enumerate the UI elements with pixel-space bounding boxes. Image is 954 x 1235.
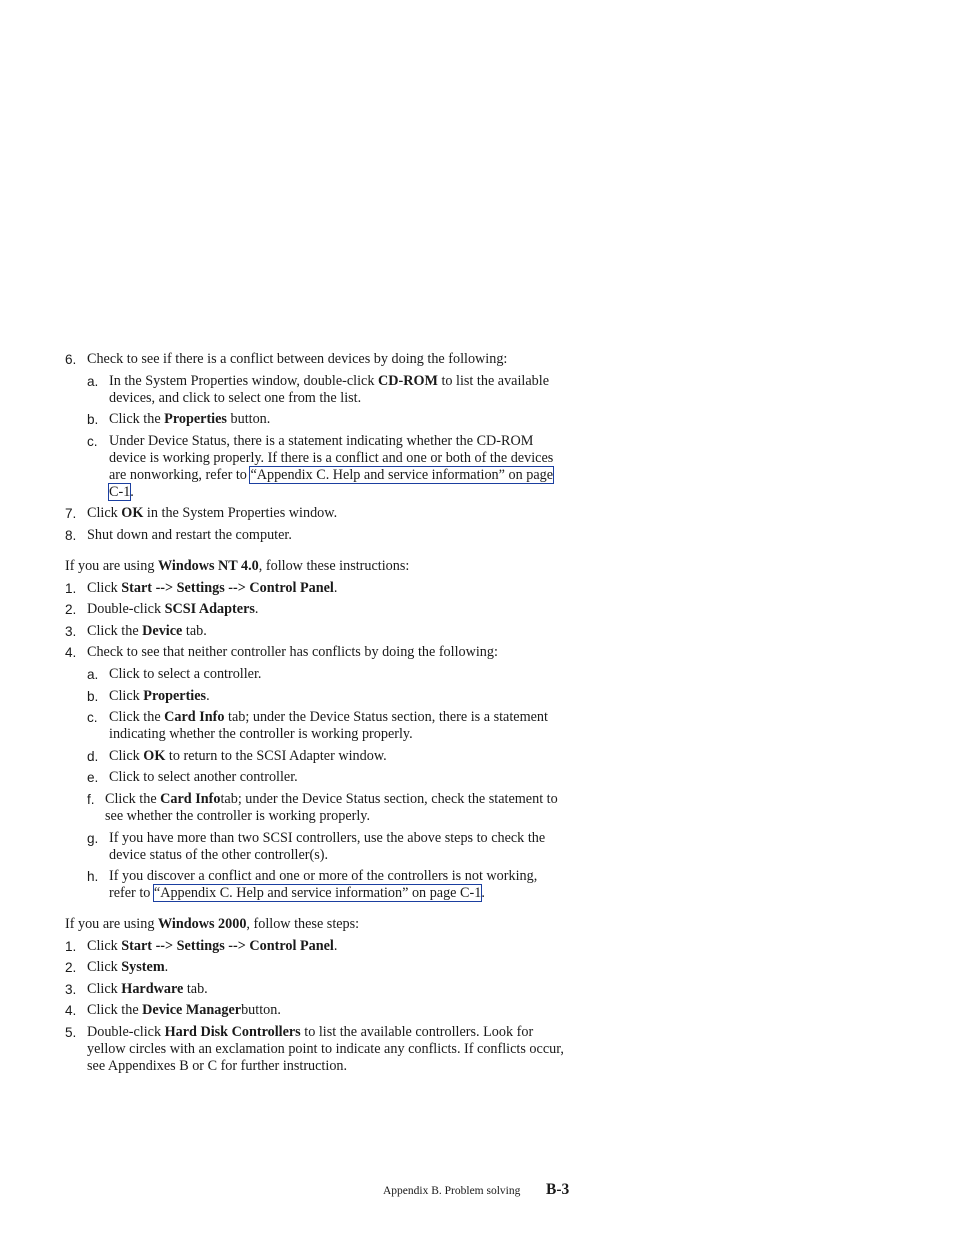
nt-substep-b <box>65 688 565 705</box>
text: Click <box>109 687 144 704</box>
text: Click the <box>87 1002 143 1019</box>
footer-chapter-title: Appendix B. Problem solving <box>383 1185 521 1197</box>
nt-substep-e <box>65 769 565 786</box>
w2k-step-2 <box>65 959 565 976</box>
text: . <box>206 687 210 704</box>
substep-a <box>65 373 565 407</box>
substep-letter: a. <box>87 373 99 389</box>
step-number: 6. <box>65 352 77 367</box>
substep-letter: f. <box>87 791 95 807</box>
bold-term: Start --> Settings --> Control Panel <box>121 937 334 954</box>
w2k-step-5 <box>65 1024 565 1075</box>
substep-b <box>65 411 565 428</box>
text: button. <box>241 1002 281 1019</box>
w2k-step-4 <box>65 1002 565 1019</box>
text: Click the <box>109 411 165 428</box>
bold-term: Windows NT 4.0 <box>157 557 259 574</box>
bold-term: Hardware <box>121 980 184 997</box>
bold-term: OK <box>143 747 166 764</box>
substep-letter: b. <box>87 412 99 428</box>
nt-substep-h <box>65 868 565 902</box>
step-text: Check to see that neither controller has conflicts by doing the following: <box>87 644 498 661</box>
text: Click <box>109 747 144 764</box>
nt-step-1 <box>65 580 565 597</box>
text: . <box>130 483 134 500</box>
bold-term: Card Info <box>164 709 225 726</box>
step-number: 1. <box>65 580 77 596</box>
nt-substep-c <box>65 709 565 743</box>
bold-term: Hard Disk Controllers <box>164 1024 301 1041</box>
step-number: 2. <box>65 960 77 976</box>
appendix-c-link[interactable]: “Appendix C. Help and service information” on page C-1 <box>109 466 554 500</box>
text: button. <box>226 411 271 428</box>
substep-letter: a. <box>87 666 99 682</box>
step-text: Check to see if there is a conflict between devices by doing the following: <box>87 351 508 367</box>
substep-c <box>65 433 565 501</box>
text: to list the available devices, and click to select one from the list. <box>109 372 549 406</box>
text: Click <box>87 579 122 596</box>
appendix-c-link[interactable]: “Appendix C. Help and service information” on page C-1 <box>153 885 482 902</box>
step-6 <box>65 351 565 368</box>
step-number: 2. <box>65 602 77 618</box>
document-body <box>65 351 565 1080</box>
text: Click <box>87 980 122 997</box>
text: , follow these steps: <box>246 916 360 933</box>
substep-letter: b. <box>87 688 99 704</box>
w2k-intro <box>65 916 565 933</box>
nt-intro <box>65 558 565 575</box>
nt-substep-d <box>65 748 565 765</box>
nt-substep-g <box>65 830 565 864</box>
step-text: Shut down and restart the computer. <box>87 526 292 543</box>
substep-letter: d. <box>87 748 99 764</box>
substep-letter: c. <box>87 433 98 449</box>
text: . <box>481 885 485 902</box>
text: Click the <box>87 622 143 639</box>
step-number: 5. <box>65 1025 77 1041</box>
text: Click <box>87 959 122 976</box>
w2k-step-3 <box>65 981 565 998</box>
w2k-step-1 <box>65 938 565 955</box>
text: in the System Properties window. <box>143 505 338 522</box>
step-number: 3. <box>65 981 77 997</box>
step-number: 8. <box>65 527 77 543</box>
text: If you are using <box>65 916 158 933</box>
text: Click <box>87 937 122 954</box>
text: Double-click <box>87 1024 165 1041</box>
nt-step-3 <box>65 623 565 640</box>
bold-term: System <box>121 959 165 976</box>
text: Click the <box>105 790 161 807</box>
page-number: B-3 <box>546 1181 570 1198</box>
text: Click to select another controller. <box>109 769 298 786</box>
text: to return to the SCSI Adapter window. <box>165 747 387 764</box>
text: to list the available controllers. Look for yellow circles with an exclamation point to indicate any conflicts. If conflicts occur, see Appendixes B or C for further instruction. <box>87 1024 564 1075</box>
bold-term: Card Info <box>160 790 221 807</box>
step-number: 4. <box>65 1003 77 1019</box>
bold-term: Properties <box>164 411 227 428</box>
bold-term: SCSI Adapters <box>164 601 255 618</box>
text: Click to select a controller. <box>109 665 262 682</box>
step-8 <box>65 527 565 544</box>
bold-term: Device Manager <box>142 1002 242 1019</box>
nt-substep-a <box>65 666 565 683</box>
text: . <box>333 937 338 954</box>
step-7 <box>65 505 565 522</box>
text: If you have more than two SCSI controllers, use the above steps to check the device status of the other controller(s). <box>109 829 546 863</box>
text: tab; under the Device Status section, there is a statement indicating whether the controller is working properly. <box>109 709 548 743</box>
bold-term: OK <box>121 505 144 522</box>
text: , follow these instructions: <box>258 557 410 574</box>
text: Under Device Status, there is a statement indicating whether the CD-ROM device is working properly. If there is a conflict and one or both of the devices are nonworking, refer to <box>109 432 554 483</box>
text: If you are using <box>65 557 158 574</box>
nt-step-2 <box>65 601 565 618</box>
step-number: 4. <box>65 645 77 661</box>
text: Click the <box>109 709 165 726</box>
step-number: 1. <box>65 938 77 954</box>
nt-substep-f <box>65 791 565 825</box>
bold-term: Device <box>142 622 183 639</box>
text: tab. <box>182 622 207 639</box>
substep-letter: g. <box>87 830 99 846</box>
text: tab; under the Device Status section, check the statement to see whether the controller is working properly. <box>105 790 558 824</box>
text: tab. <box>183 980 208 997</box>
text: Click <box>87 505 122 522</box>
text: . <box>333 579 338 596</box>
bold-term: Start --> Settings --> Control Panel <box>121 579 334 596</box>
bold-term: Properties <box>143 687 207 704</box>
bold-term: Windows 2000 <box>157 916 247 933</box>
substep-letter: c. <box>87 710 98 726</box>
text: . <box>164 959 169 976</box>
text: If you discover a conflict and one or more of the controllers is not working, refer to <box>109 868 538 902</box>
step-number: 7. <box>65 506 77 522</box>
bold-term: CD-ROM <box>378 372 438 389</box>
text: In the System Properties window, double-click <box>109 372 378 389</box>
text: . <box>254 601 259 618</box>
text: Double-click <box>87 601 165 618</box>
nt-step-4 <box>65 644 565 661</box>
substep-letter: h. <box>87 869 99 885</box>
substep-letter: e. <box>87 770 99 786</box>
step-number: 3. <box>65 623 77 639</box>
